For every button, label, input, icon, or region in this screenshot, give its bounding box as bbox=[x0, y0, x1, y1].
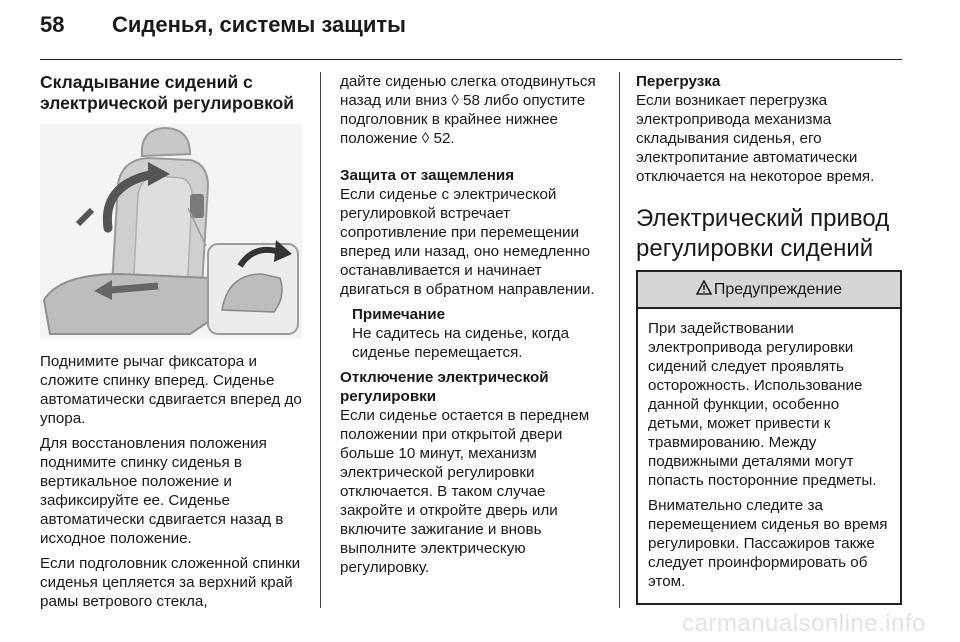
watermark: carmanualsonline.info bbox=[682, 610, 926, 637]
paragraph: При задействовании электропривода регулировки сидений следует проявлять осторожность. Использование данной функции, особенно детьми, может привести к травмированию. Между подвижными деталями могут попасть посторонние предметы. bbox=[648, 320, 877, 489]
note-text: Не садитесь на сиденье, когда сиденье перемещается. bbox=[352, 325, 570, 361]
paragraph: Поднимите рычаг фиксатора и сложите спинку вперед. Сиденье автоматически сдвигается вперед до упора. bbox=[40, 353, 302, 427]
note-heading: Примечание bbox=[352, 306, 446, 323]
paragraph: дайте сиденью слегка отодвинуться назад или вниз ◊ 58 либо опустите подголовник в крайнее нижнее положение ◊ 52. bbox=[340, 73, 596, 147]
paragraph: Для восстановления положения поднимите спинку сиденья в вертикальное положение и зафиксируйте ее. Сиденье автоматически сдвигается назад в исходное положение. bbox=[40, 435, 284, 547]
subheading-deactivation: Отключение электрической регулировки bbox=[340, 369, 549, 405]
column-divider bbox=[320, 72, 321, 608]
seat-folding-illustration bbox=[40, 124, 302, 338]
page-header bbox=[40, 12, 406, 38]
paragraph: Если сиденье остается в переднем положении при открытой двери больше 10 минут, механизм электрической регулировки отключается. В таком случае закройте и откройте дверь или включите зажигание и вновь выполните электрическую регулировку. bbox=[340, 407, 590, 576]
paragraph: Если возникает перегрузка электропривода механизма складывания сиденья, его электропитание автоматически отключается на некоторое время. bbox=[636, 92, 875, 185]
warning-title: Предупреждение bbox=[713, 281, 843, 298]
column-1 bbox=[40, 72, 306, 617]
section-title-folding: Складывание сидений с электрической регулировкой bbox=[40, 72, 295, 113]
seat-illustration-svg bbox=[40, 124, 302, 338]
subheading-pinch-protection: Защита от защемления bbox=[340, 167, 515, 184]
paragraph: Если сиденье с электрической регулировкой встречает сопротивление при перемещении вперед или назад, оно немедленно останавливается и начинает двигаться в обратном направлении. bbox=[340, 186, 595, 298]
section-title-power-seats: Электрический привод регулировки сидений bbox=[636, 205, 890, 262]
page-title: Сиденья, системы защиты bbox=[112, 12, 406, 37]
paragraph: Внимательно следите за перемещением сиденья во время регулировки. Пассажиров также следует проинформировать об этом. bbox=[648, 497, 888, 590]
header-rule bbox=[40, 59, 902, 60]
column-divider bbox=[619, 72, 620, 608]
warning-body bbox=[638, 309, 900, 603]
subheading-overload: Перегрузка bbox=[636, 73, 721, 90]
warning-header bbox=[638, 272, 900, 309]
warning-box bbox=[636, 270, 902, 605]
column-2 bbox=[340, 72, 606, 583]
warning-triangle-icon bbox=[696, 280, 712, 295]
page-number: 58 bbox=[40, 12, 65, 37]
paragraph: Если подголовник сложенной спинки сиденья цепляется за верхний край рамы ветрового стекла, bbox=[40, 555, 301, 610]
column-3 bbox=[636, 72, 902, 605]
